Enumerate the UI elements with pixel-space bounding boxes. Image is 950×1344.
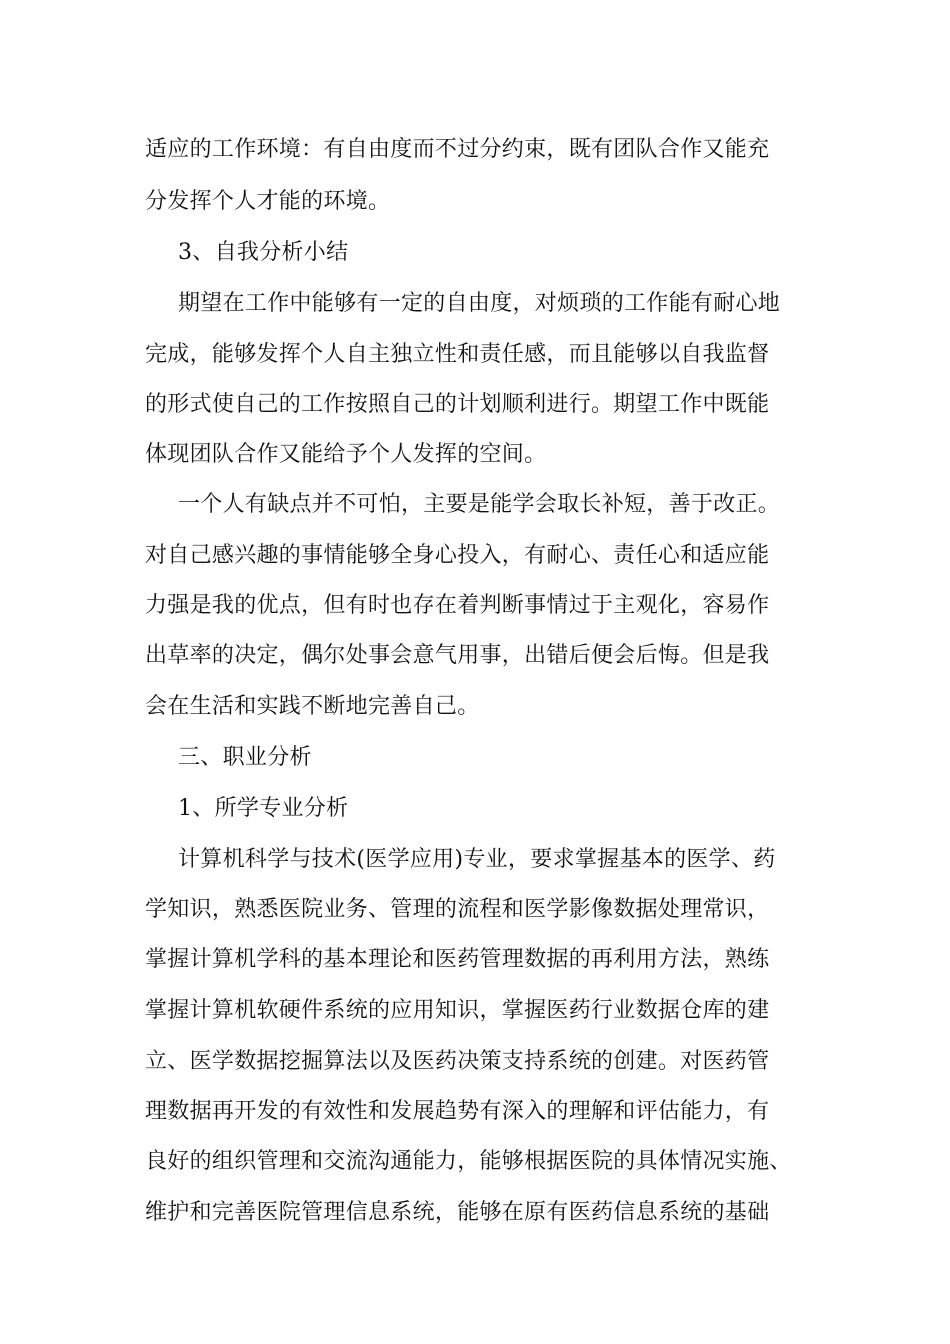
paragraph-line: 掌握计算机学科的基本理论和医药管理数据的再利用方法，熟练 (145, 947, 770, 972)
section-heading: 三、职业分析 (178, 745, 312, 770)
paragraph-line: 立、医学数据挖掘算法以及医药决策支持系统的创建。对医药管 (145, 1049, 770, 1074)
paragraph-line: 对自己感兴趣的事情能够全身心投入，有耐心、责任心和适应能 (145, 543, 770, 568)
paragraph-line: 期望在工作中能够有一定的自由度，对烦琐的工作能有耐心地 (178, 291, 781, 316)
paragraph-line: 维护和完善医院管理信息系统，能够在原有医药信息系统的基础 (145, 1200, 770, 1225)
paragraph-line: 学知识，熟悉医院业务、管理的流程和医学影像数据处理常识， (145, 897, 770, 922)
paragraph-line: 一个人有缺点并不可怕，主要是能学会取长补短，善于改正。 (178, 492, 781, 517)
paragraph-line: 计算机科学与技术(医学应用)专业，要求掌握基本的医学、药 (178, 847, 776, 872)
paragraph-line: 体现团队合作又能给予个人发挥的空间。 (145, 442, 547, 467)
paragraph-line: 理数据再开发的有效性和发展趋势有深入的理解和评估能力，有 (145, 1099, 770, 1124)
paragraph-line: 的形式使自己的工作按照自己的计划顺利进行。期望工作中既能 (145, 392, 770, 417)
paragraph-line: 掌握计算机软硬件系统的应用知识，掌握医药行业数据仓库的建 (145, 998, 770, 1023)
paragraph-line: 力强是我的优点，但有时也存在着判断事情过于主观化，容易作 (145, 593, 770, 618)
section-heading: 3、自我分析小结 (178, 240, 349, 265)
paragraph-line: 分发挥个人才能的环境。 (145, 189, 391, 214)
paragraph-line: 适应的工作环境：有自由度而不过分约束，既有团队合作又能充 (145, 137, 770, 162)
paragraph-line: 会在生活和实践不断地完善自己。 (145, 694, 480, 719)
paragraph-line: 完成，能够发挥个人自主独立性和责任感，而且能够以自我监督 (145, 342, 770, 367)
paragraph-line: 良好的组织管理和交流沟通能力，能够根据医院的具体情况实施、 (145, 1149, 792, 1174)
paragraph-line: 出草率的决定，偶尔处事会意气用事，出错后便会后悔。但是我 (145, 643, 770, 668)
section-heading: 1、所学专业分析 (178, 796, 349, 821)
